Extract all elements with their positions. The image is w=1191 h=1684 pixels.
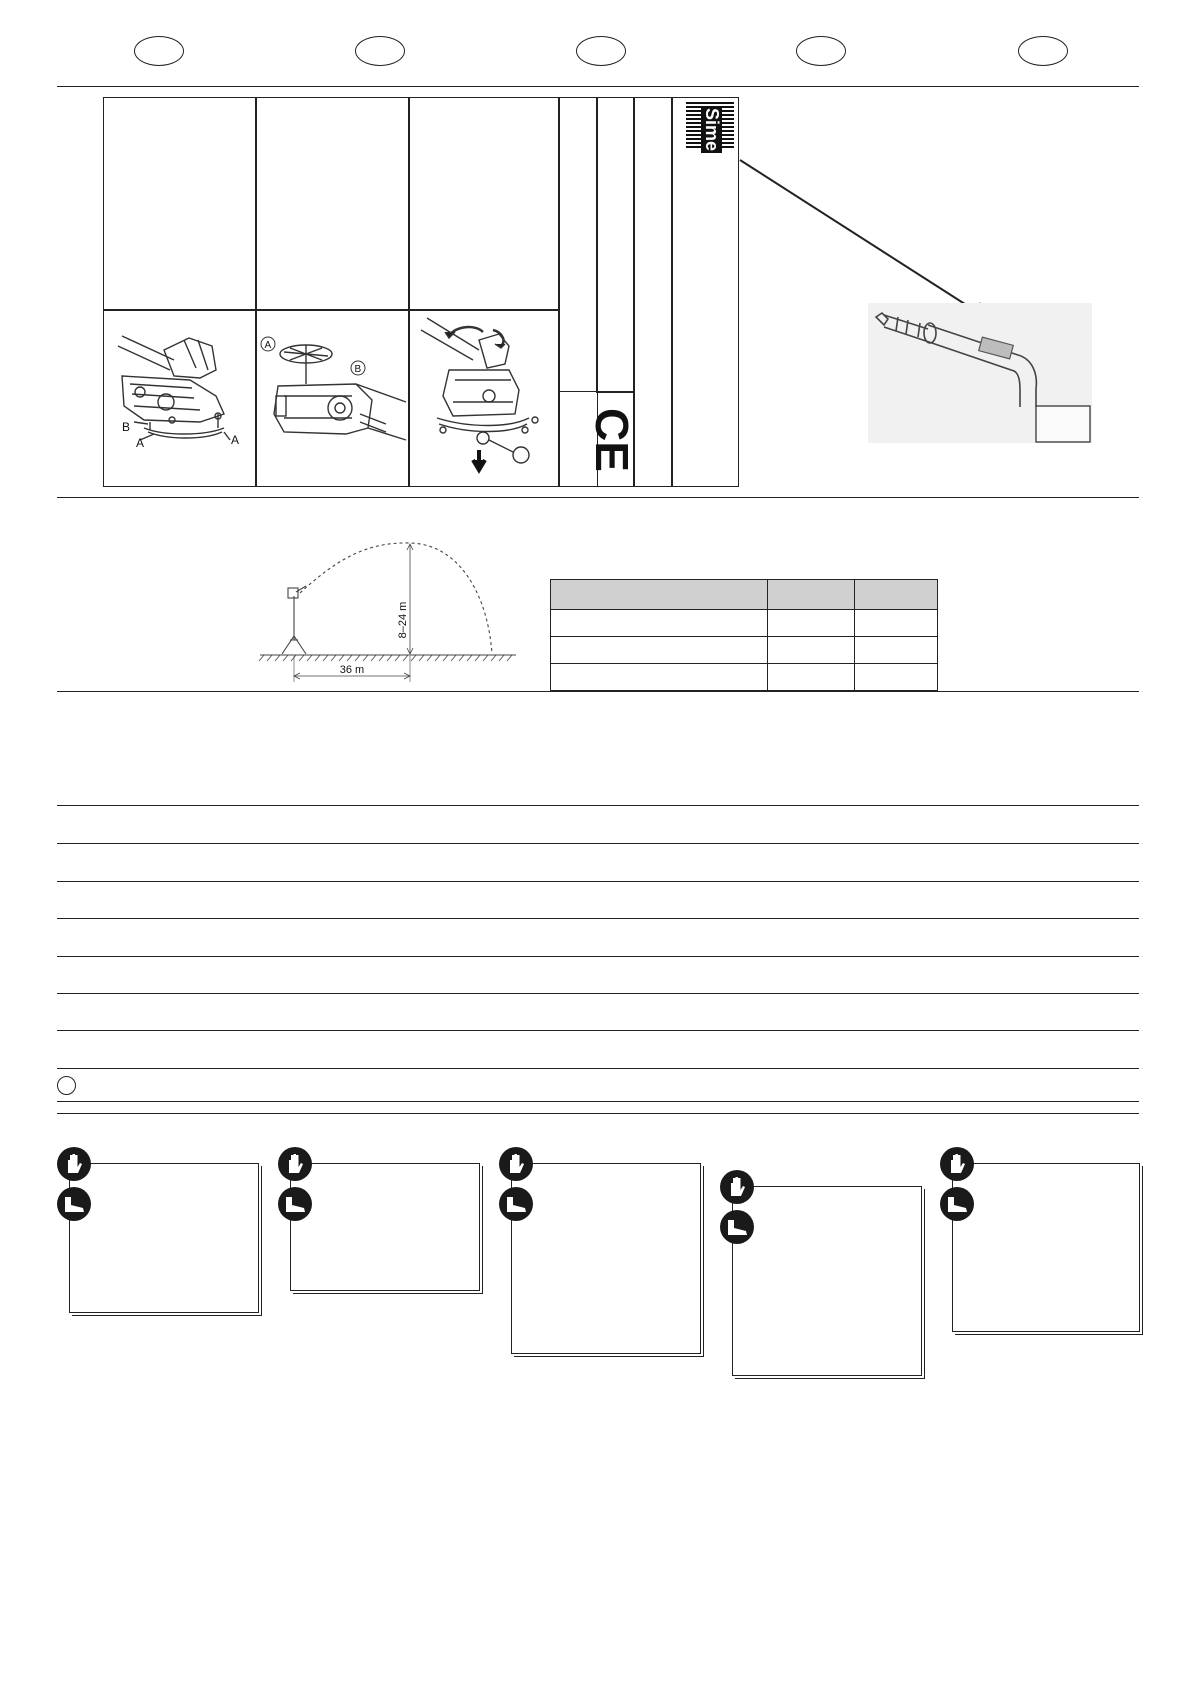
divider [57, 691, 1139, 692]
ce-mark-cell [558, 391, 638, 487]
divider [57, 843, 1139, 844]
spec-table-cell [855, 610, 938, 637]
safety-panel-frame [290, 1163, 480, 1291]
spec-table-header [551, 580, 938, 610]
boots-icon [720, 1210, 754, 1244]
divider [57, 497, 1139, 498]
safety-panel-frame [69, 1163, 259, 1313]
spec-table [550, 579, 938, 691]
spec-table-cell [768, 637, 855, 664]
language-oval-3 [576, 36, 626, 66]
boots-icon [499, 1187, 533, 1221]
figure-cell-handwheel [255, 309, 410, 487]
boots-icon [57, 1187, 91, 1221]
handwheel-illustration [256, 310, 406, 484]
figure-table [103, 97, 739, 487]
brand-logo [686, 102, 734, 150]
divider [57, 881, 1139, 882]
divider [57, 1068, 1139, 1069]
spec-table-cell [768, 664, 855, 691]
divider [57, 956, 1139, 957]
safety-panel-frame [952, 1163, 1140, 1332]
figure-cell-sprinkler-side [103, 309, 257, 487]
spec-table-cell [855, 664, 938, 691]
divider [57, 805, 1139, 806]
divider [57, 86, 1139, 87]
divider [57, 993, 1139, 994]
spec-table-cell [551, 610, 768, 637]
part-label-a: A [136, 436, 145, 450]
spec-table-cell [551, 637, 768, 664]
figure-cell-rotation [408, 309, 560, 487]
part-label-a: A [264, 340, 272, 351]
gloves-icon [57, 1147, 91, 1181]
table-row [551, 664, 938, 691]
trajectory-height-label: 8–24 m [397, 601, 409, 639]
divider [57, 918, 1139, 919]
brand-logo-text: Sime [702, 108, 722, 152]
boots-icon [940, 1187, 974, 1221]
part-label-b: B [122, 420, 131, 434]
nozzle-photo [868, 303, 1092, 443]
divider [57, 1113, 1139, 1114]
safety-panel-frame [732, 1186, 922, 1376]
language-oval-5 [1018, 36, 1068, 66]
table-row [551, 610, 938, 637]
spec-table-cell [551, 664, 768, 691]
language-oval-1 [134, 36, 184, 66]
table-row [551, 637, 938, 664]
safety-panel-frame [511, 1163, 701, 1354]
rotation-illustration [409, 310, 559, 484]
trajectory-diagram [260, 536, 540, 686]
figure-cell-text-1 [103, 97, 257, 311]
gloves-icon [720, 1170, 754, 1204]
figure-cell-text-3 [408, 97, 560, 311]
divider [57, 1030, 1139, 1031]
spec-table-cell [768, 610, 855, 637]
part-label-b: B [354, 364, 362, 375]
figure-cell-column-2 [596, 97, 635, 393]
figure-cell-column-4 [671, 97, 739, 487]
info-circle-icon [57, 1076, 76, 1095]
figure-cell-column-3 [633, 97, 673, 487]
language-oval-4 [796, 36, 846, 66]
spec-table-cell [855, 637, 938, 664]
part-label-a: A [231, 433, 240, 447]
boots-icon [278, 1187, 312, 1221]
gloves-icon [278, 1147, 312, 1181]
trajectory-range-label: 36 m [339, 664, 365, 676]
figure-cell-text-2 [255, 97, 410, 311]
ce-mark-text: CE [586, 408, 638, 472]
language-oval-2 [355, 36, 405, 66]
sprinkler-side-illustration [104, 310, 254, 484]
divider [57, 1101, 1139, 1102]
ce-mark-icon [560, 394, 638, 484]
spec-table-header-cell [551, 580, 768, 610]
nozzle-illustration [868, 303, 1092, 443]
gloves-icon [499, 1147, 533, 1181]
spec-table-header-cell [768, 580, 855, 610]
gloves-icon [940, 1147, 974, 1181]
spec-table-header-cell [855, 580, 938, 610]
